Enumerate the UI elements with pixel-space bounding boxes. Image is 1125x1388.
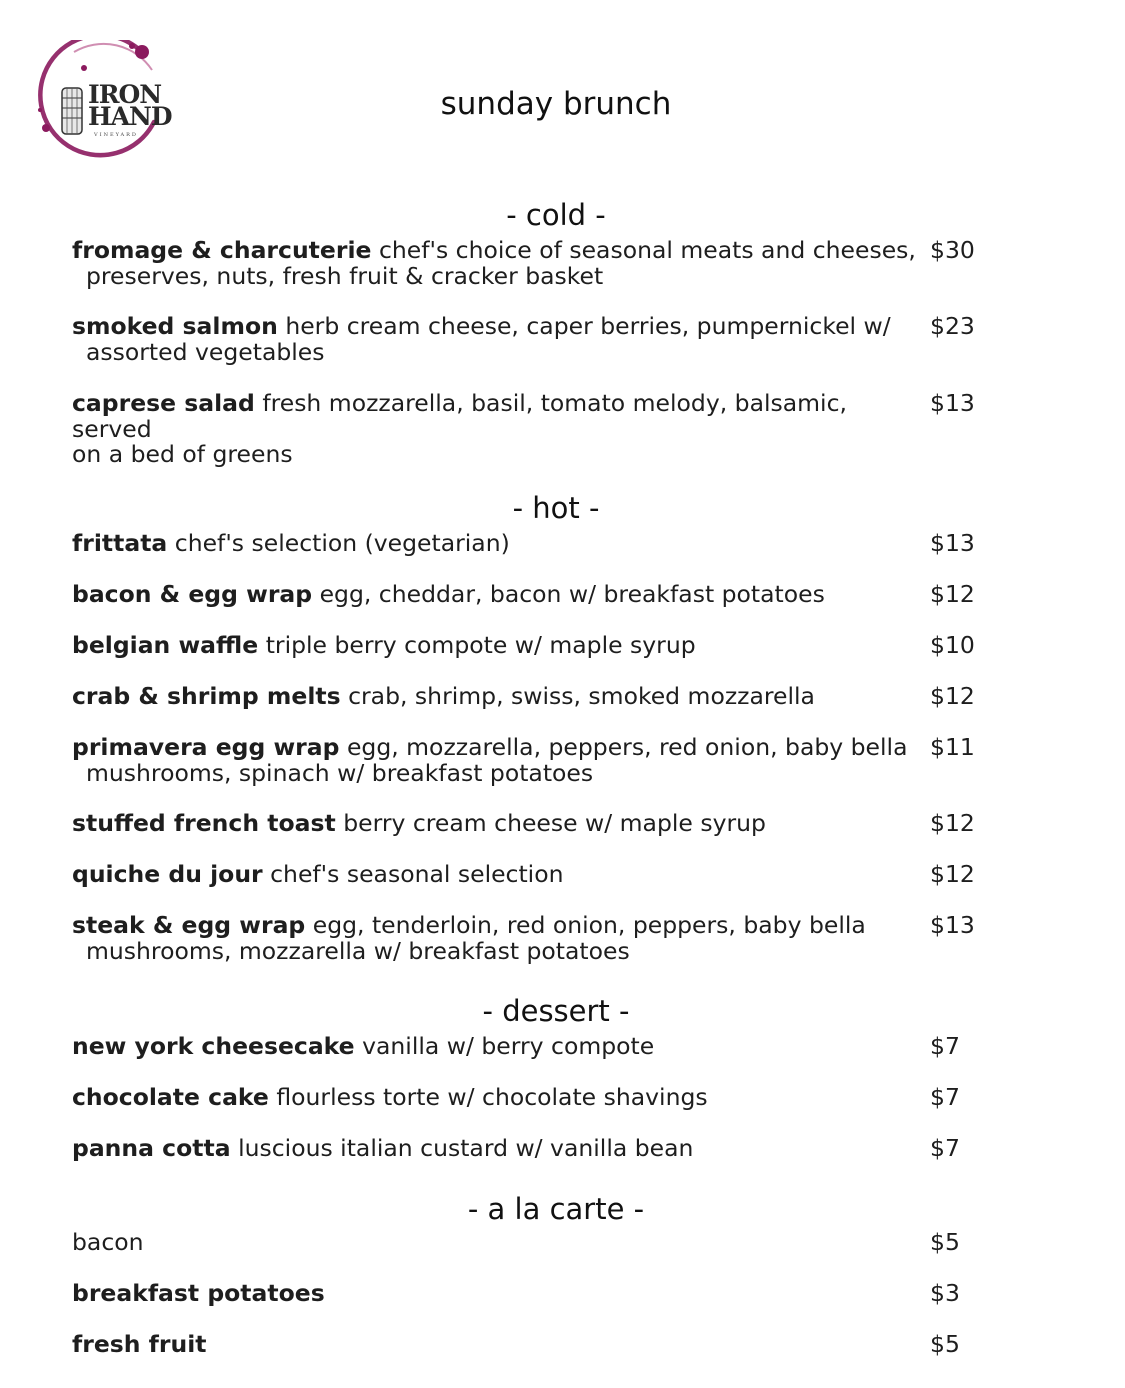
item-desc: chef's selection (vegetarian) [174,529,510,557]
item-name: fromage & charcuterie [72,236,372,264]
item-name: fresh fruit [72,1330,207,1358]
item-price: $23 [930,312,975,340]
item-price: $12 [930,809,975,837]
menu-item [72,862,917,888]
item-price: $5 [930,1330,960,1358]
menu-item [72,811,917,837]
menu-item [72,1230,917,1256]
item-name: stuffed french toast [72,809,336,837]
item-name: crab & shrimp melts [72,682,341,710]
item-price: $3 [930,1279,960,1307]
item-price: $13 [930,389,975,417]
menu-item [72,314,917,365]
menu-item [72,238,917,289]
item-desc: egg, tenderloin, red onion, peppers, baby bella [312,911,866,939]
item-price: $5 [930,1228,960,1256]
item-name: bacon & egg wrap [72,580,313,608]
item-desc: vanilla w/ berry compote [362,1032,655,1060]
section-title-cold: - cold - [506,198,606,232]
item-desc: flourless torte w/ chocolate shavings [276,1083,708,1111]
item-desc: berry cream cheese w/ maple syrup [343,809,766,837]
item-desc: triple berry compote w/ maple syrup [265,631,696,659]
item-price: $12 [930,580,975,608]
item-desc: luscious italian custard w/ vanilla bean [238,1134,694,1162]
item-price: $7 [930,1134,960,1162]
item-name: frittata [72,529,168,557]
menu-item [72,1332,917,1358]
item-name: smoked salmon [72,312,278,340]
item-desc: crab, shrimp, swiss, smoked mozzarella [348,682,815,710]
item-desc: herb cream cheese, caper berries, pumpernickel w/ [285,312,891,340]
logo-brand-line1: IRON [88,80,162,109]
item-name: bacon [72,1228,144,1256]
menu-item [72,391,917,468]
section-title-hot: - hot - [512,491,600,525]
menu-item [72,1085,917,1111]
item-desc: egg, cheddar, bacon w/ breakfast potatoes [319,580,825,608]
item-desc-cont: preserves, nuts, fresh fruit & cracker basket [86,261,604,290]
item-desc-cont: on a bed of greens [72,440,293,468]
item-name: belgian waffle [72,631,259,659]
item-price: $12 [930,682,975,710]
menu-item [72,684,917,710]
item-desc-cont: assorted vegetables [86,337,325,366]
item-price: $30 [930,236,975,264]
item-name: breakfast potatoes [72,1279,325,1307]
item-price: $13 [930,529,975,557]
menu-item [72,1136,917,1162]
item-price: $7 [930,1083,960,1111]
item-desc: fresh mozzarella, basil, tomato melody, balsamic, served [72,389,847,443]
section-title-dessert: - dessert - [482,994,630,1028]
item-desc-cont: mushrooms, spinach w/ breakfast potatoes [86,758,594,787]
menu-item [72,531,917,557]
menu-item [72,913,917,964]
section-title-alacarte: - a la carte - [467,1192,645,1226]
item-name: quiche du jour [72,860,263,888]
item-name: primavera egg wrap [72,733,340,761]
item-name: chocolate cake [72,1083,269,1111]
menu-item [72,1281,917,1307]
item-name: panna cotta [72,1134,231,1162]
item-desc: egg, mozzarella, peppers, red onion, baby bella [346,733,908,761]
logo-brand-line2: HAND [88,102,172,131]
item-name: caprese salad [72,389,255,417]
item-price: $11 [930,733,975,761]
item-desc: chef's seasonal selection [270,860,564,888]
page-title: sunday brunch [440,86,672,122]
item-price: $12 [930,860,975,888]
menu-item [72,633,917,659]
logo-brand-sub: VINEYARD [94,132,138,138]
item-name: new york cheesecake [72,1032,355,1060]
item-name: steak & egg wrap [72,911,306,939]
item-price: $10 [930,631,975,659]
menu-item [72,1034,917,1060]
item-desc-cont: mushrooms, mozzarella w/ breakfast potatoes [86,936,630,965]
menu-item [72,582,917,608]
item-price: $7 [930,1032,960,1060]
item-price: $13 [930,911,975,939]
item-desc: chef's choice of seasonal meats and cheeses, [378,236,916,264]
menu-item [72,735,917,786]
